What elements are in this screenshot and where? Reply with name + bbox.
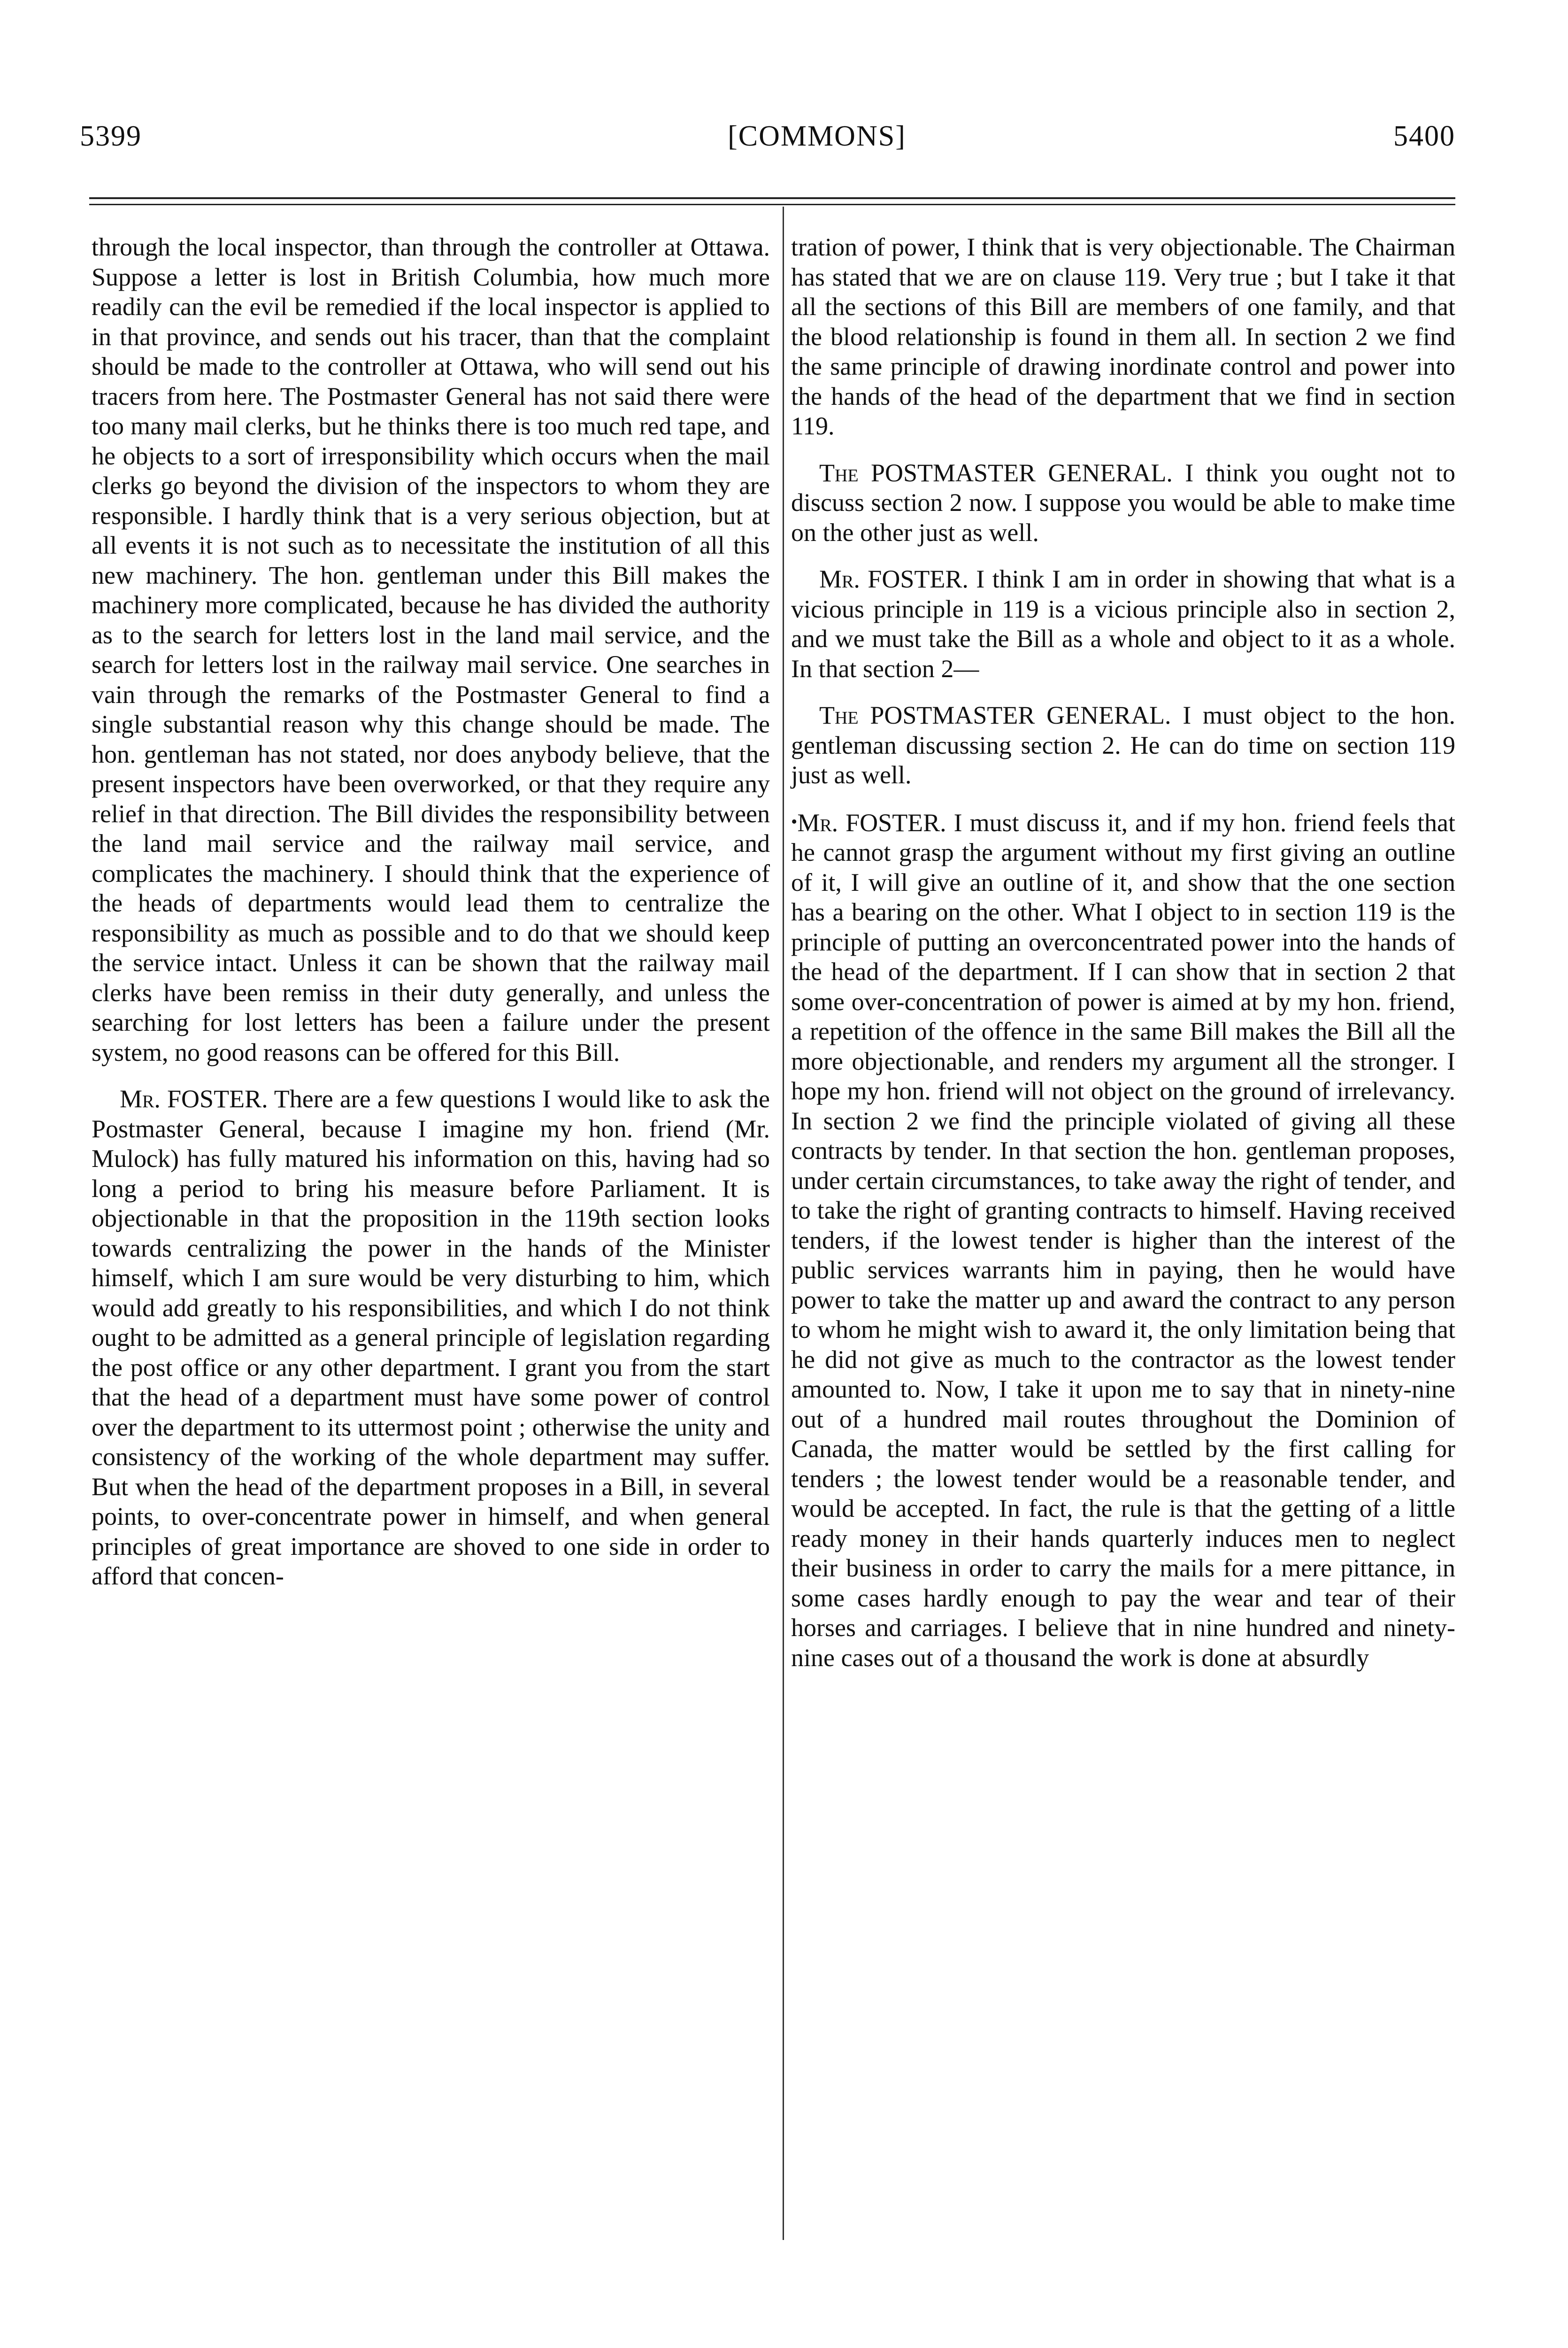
left-paragraph-2 bbox=[92, 1084, 770, 1591]
page-header bbox=[80, 120, 1455, 162]
speaker-name: Mr. FOSTER. bbox=[819, 565, 968, 593]
speech-text: I think I am in order in showing that what is a vicious principle in 119 is a vicious principle also in section 2, and we must take the Bill as a whole and object to it as a whole. In that section 2— bbox=[791, 565, 1455, 683]
speaker-name: Mr. FOSTER. bbox=[120, 1085, 268, 1113]
right-paragraph-1: tration of power, I think that is very objectionable. The Chairman has stated that we are on clause 119. Very true ; but I take it that all the sections of this Bill are members of one family, and that the blood relationship is found in them all. In section 2 we find the same principle of drawing inordinate control and power into the hands of the head of the department that we find in section 119. bbox=[791, 233, 1455, 440]
right-column bbox=[791, 232, 1455, 1673]
speaker-name: The POSTMASTER GENERAL. bbox=[819, 701, 1171, 729]
column-divider bbox=[783, 207, 784, 2240]
speech-text: I must discuss it, and if my hon. friend feels that he cannot grasp the argument without my first giving an outline of it, I will give an outline of it, and show that the one section has a bearing on the other. What I object to in section 119 is the principle of putting an overconcentrated power into the hands of the head of the department. If I can show that in section 2 that some over-concentration of power is aimed at by my hon. friend, a repetition of the offence in the same Bill makes the Bill all the more objectionable, and renders my argument all the stronger. I hope my hon. friend will not object on the ground of irrelevancy. In section 2 we find the principle violated of giving all these contracts by tender. In that section the hon. gentleman proposes, under certain circumstances, to take away the right of tender, and to take the right of granting contracts to himself. Having received tenders, if the lowest tender is higher than the interest of the public services warrants him in paying, then he would have power to take the matter up and award the contract to any person to whom he might wish to award it, the only limitation being that he did not give as much to the contractor as the lowest tender amounted to. Now, I take it upon me to say that in ninety-nine out of a hundred mail routes throughout the Dominion of Canada, the matter would be settled by the first calling for tenders ; the lowest tender would be a reasonable tender, and would be accepted. In fact, the rule is that the getting of a little ready money in their hands quarterly induces men to neglect their business in order to carry the mails for a mere pittance, in some cases hardly enough to pay the wear and tear of their horses and carriages. I believe that in nine hundred and ninety-nine cases out of a thousand the work is done at absurdly bbox=[791, 808, 1455, 1672]
right-paragraph-3 bbox=[791, 564, 1455, 684]
speaker-name: The POSTMASTER GENERAL. bbox=[819, 458, 1173, 487]
left-paragraph-1: through the local inspector, than through the controller at Ottawa. Suppose a letter is lost in British Columbia, how much more readily can the evil be remedied if the local inspector is applied to in that province, and sends out his tracer, than that the complaint should be made to the controller at Ottawa, who will send out his tracers from here. The Postmaster General has not said there were too many mail clerks, but he thinks there is too much red tape, and he objects to a sort of irresponsibility which occurs when the mail clerks go beyond the division of the inspectors to whom they are responsible. I hardly think that is a very serious objection, but at all events it is not such as to necessitate the institution of all this new machinery. The hon. gentleman under this Bill makes the machinery more complicated, because he has divided the authority as to the search for letters lost in the land mail service, and the search for letters lost in the railway mail service. One searches in vain through the remarks of the Postmaster General to find a single substantial reason why this change should be made. The hon. gentleman has not stated, nor does anybody believe, that the present inspectors have been overworked, or that they require any relief in that direction. The Bill divides the responsibility between the land mail service and the railway mail service, and complicates the machinery. I should think that the experience of the heads of departments would lead them to centralize the responsibility as much as possible and to do that we should keep the service intact. Unless it can be shown that the railway mail clerks have been remiss in their duty generally, and unless the searching for lost letters has been a failure under the present system, no good reasons can be offered for this Bill. bbox=[92, 233, 770, 1066]
speaker-name: Mr. FOSTER. bbox=[797, 808, 946, 837]
page-number-left: 5399 bbox=[80, 120, 142, 152]
header-rule-bottom bbox=[89, 204, 1455, 205]
running-head: [COMMONS] bbox=[728, 120, 906, 152]
right-paragraph-2 bbox=[791, 458, 1455, 548]
speech-text: I think you ought not to discuss section 2 now. I suppose you would be able to make time on the other just as well. bbox=[791, 458, 1455, 547]
right-paragraph-4 bbox=[791, 701, 1455, 790]
header-rule-top bbox=[89, 197, 1455, 199]
page-number-right: 5400 bbox=[1393, 120, 1455, 152]
left-column bbox=[92, 232, 770, 1591]
bullet-marker: • bbox=[791, 811, 798, 832]
speech-text: There are a few questions I would like to ask the Postmaster General, because I imagine my hon. friend (Mr. Mulock) has fully matured his information on this, having had so long a period to bring his measure before Parliament. It is objectionable in that the proposition in the 119th section looks towards centralizing the power in the hands of the Minister himself, which I am sure would be very disturbing to him, which would add greatly to his responsibilities, and which I do not think ought to be admitted as a general principle of legislation regarding the post office or any other department. I grant you from the start that the head of a department must have some power of control over the department to its uttermost point ; otherwise the unity and consistency of the working of the whole department may suffer. But when the head of the department proposes in a Bill, in several points, to over-concentrate power in himself, and when general principles of great importance are shoved to one side in order to afford that concen- bbox=[92, 1085, 770, 1590]
right-paragraph-5 bbox=[791, 807, 1455, 1673]
speech-text: I must object to the hon. gentleman discussing section 2. He can do time on section 119 just as well. bbox=[791, 701, 1455, 789]
